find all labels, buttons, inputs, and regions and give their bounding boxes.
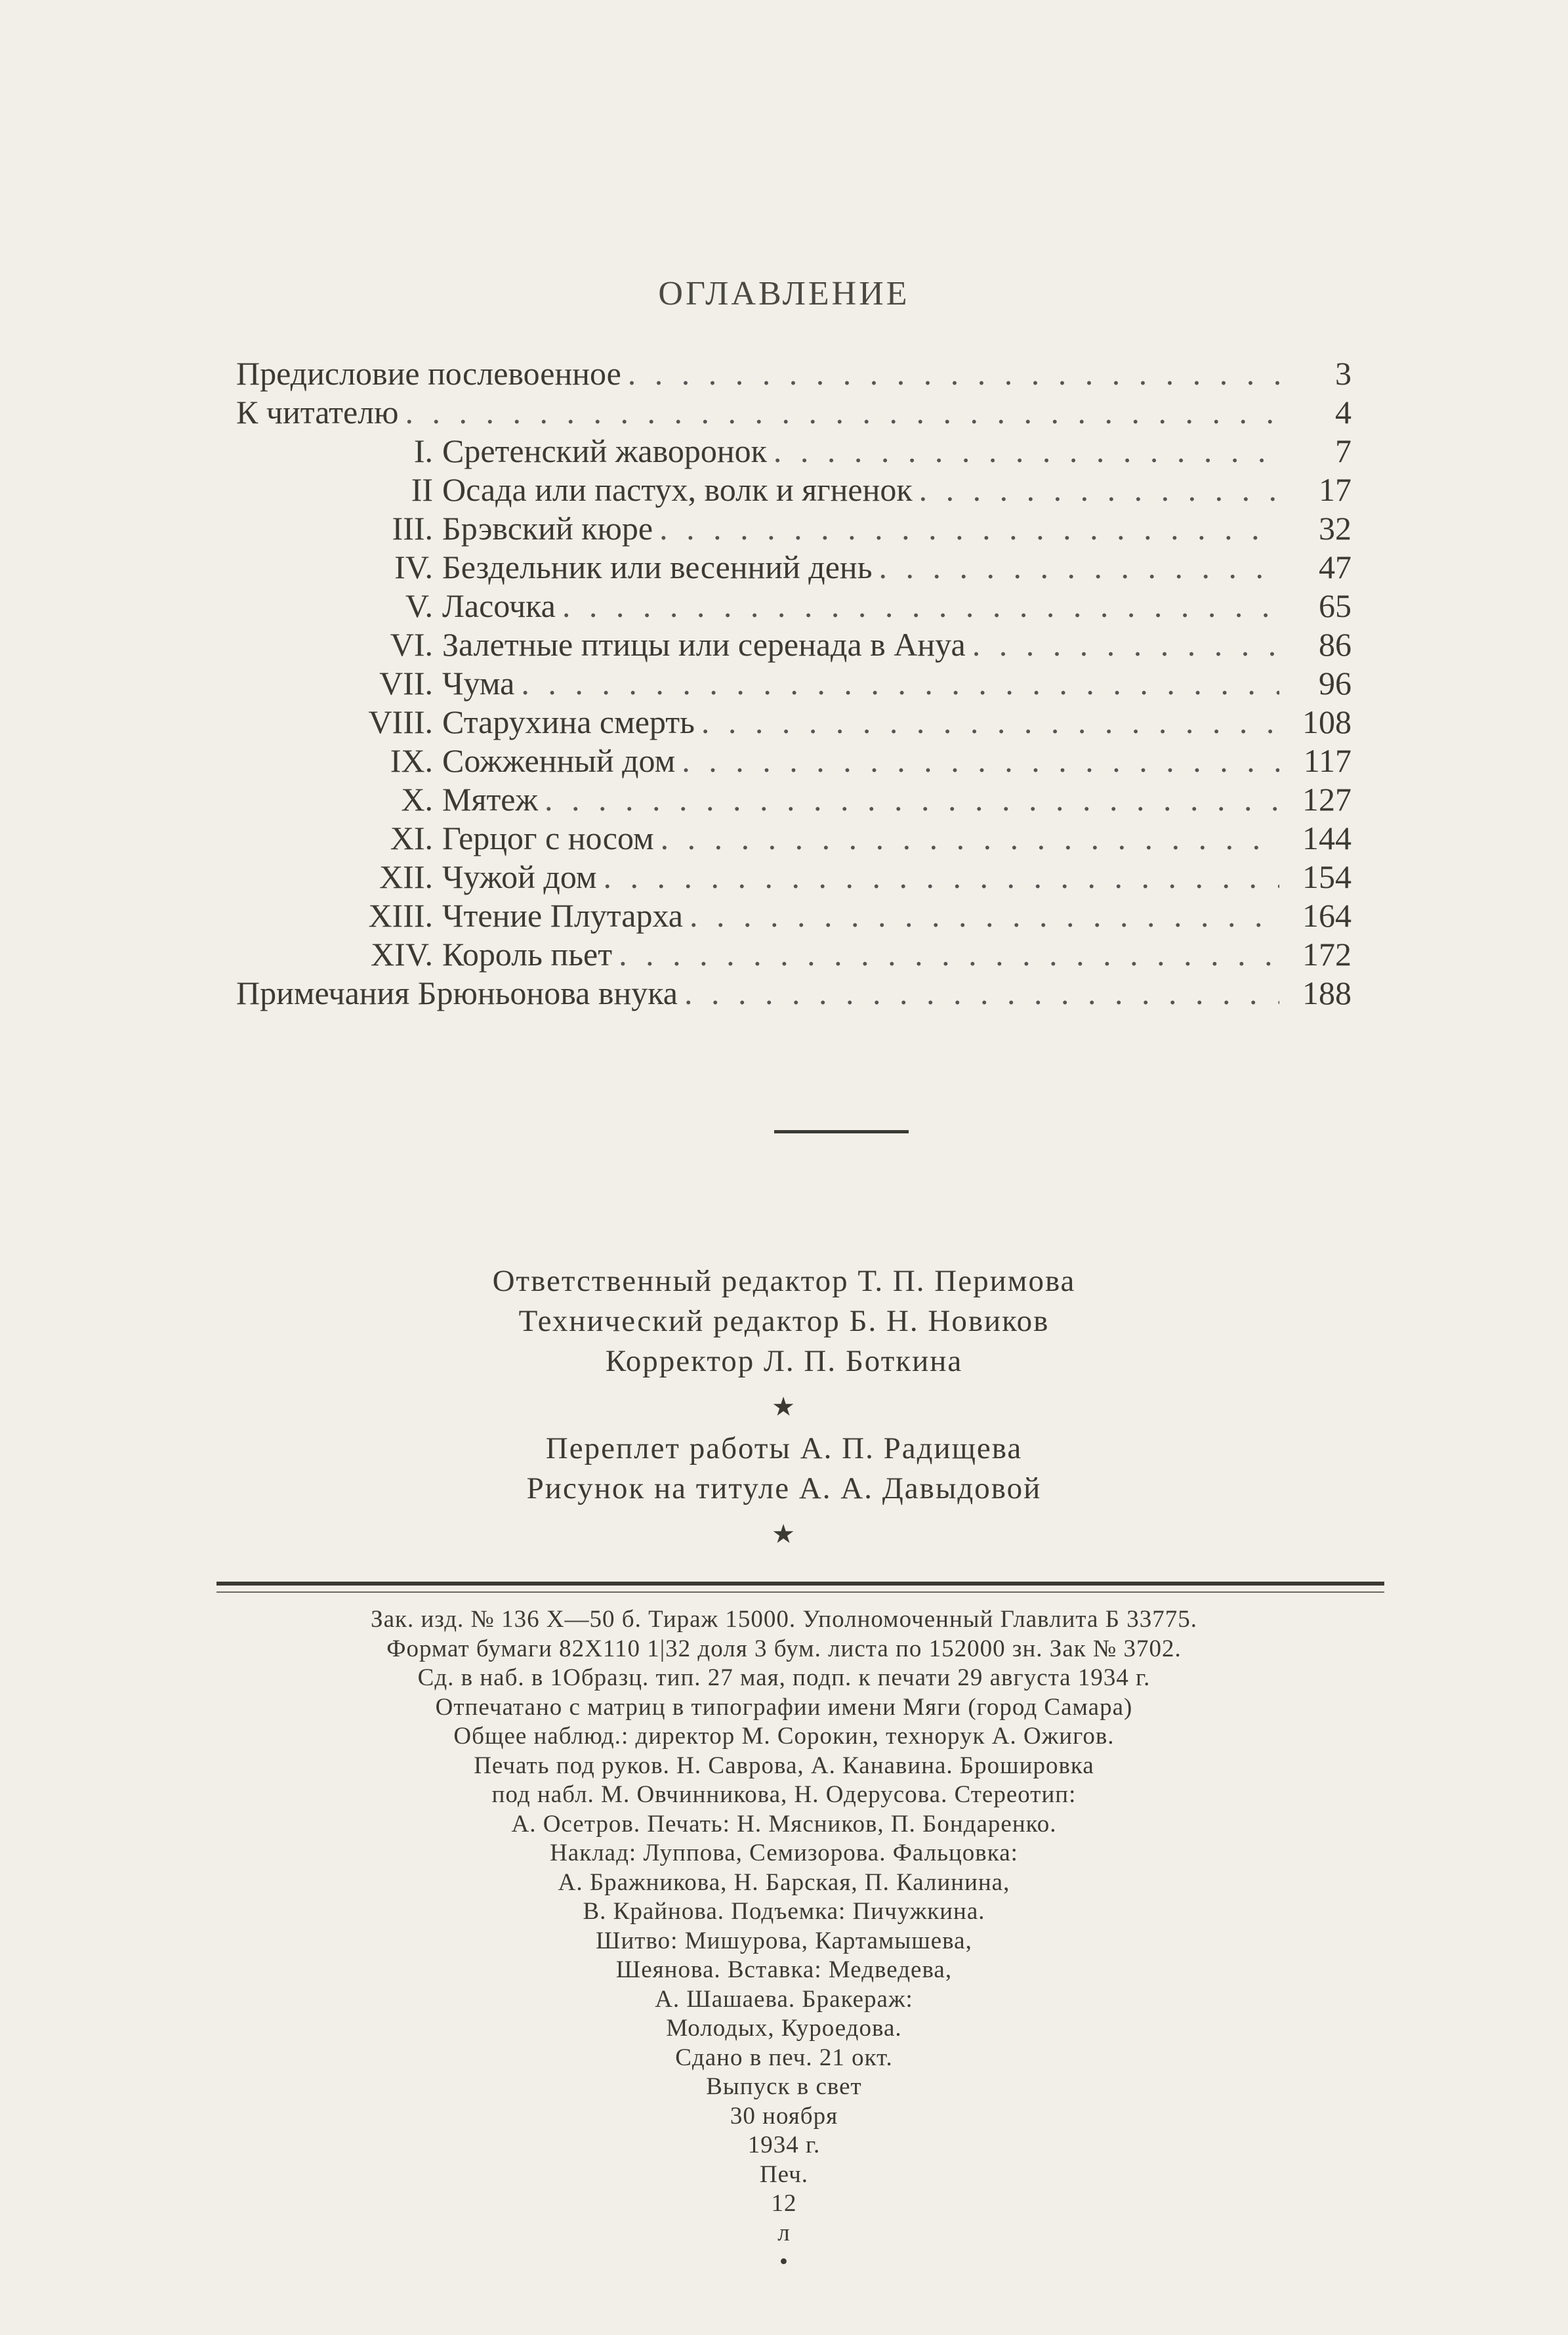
chapter-title: Чума: [442, 665, 515, 702]
dot-leader: [690, 896, 1279, 935]
page-number: 4: [1335, 394, 1351, 431]
colophon-line: л: [777, 2219, 791, 2246]
colophon-line: Формат бумаги 82Х110 1|32 доля 3 бум. листа по 152000 зн. Зак № 3702.: [386, 1635, 1182, 1662]
chapter-number: VI.: [390, 626, 433, 663]
colophon-line: Сдано в печ. 21 окт.: [675, 2044, 893, 2071]
page-number: 144: [1302, 820, 1351, 856]
colophon: [0, 1605, 1568, 2277]
toc-entry: [236, 625, 1351, 664]
toc-entry: [236, 896, 1351, 935]
page-title: ОГЛАВЛЕНИЕ: [658, 275, 910, 312]
page-number: 96: [1319, 665, 1351, 702]
chapter-title: Герцог с носом: [442, 820, 654, 856]
chapter-number: XIII.: [368, 897, 433, 934]
page-number: 164: [1302, 897, 1351, 934]
credits: [0, 1263, 1568, 1558]
colophon-line: Шеянова. Вставка: Медведева,: [615, 1956, 953, 1983]
page-number: 188: [1302, 975, 1351, 1011]
page-number: 3: [1335, 355, 1351, 392]
chapter-number: X.: [401, 781, 433, 818]
dot-leader: [972, 625, 1279, 663]
toc-entry: [236, 974, 1351, 1013]
design-line: Переплет работы А. П. Радищева: [545, 1431, 1023, 1465]
dot-leader: [684, 974, 1279, 1012]
page-number: 127: [1302, 781, 1351, 818]
chapter-title: Чужой дом: [442, 858, 597, 895]
chapter-title: Король пьет: [442, 936, 613, 973]
toc-entry: [236, 780, 1351, 819]
dot-leader: [661, 819, 1279, 857]
dot-leader: [659, 509, 1279, 547]
page-number: 154: [1302, 858, 1351, 895]
chapter-title: Предисловие послевоенное: [236, 355, 621, 392]
colophon-line: Отпечатано с матриц в типографии имени Мяги (город Самара): [435, 1693, 1133, 1721]
toc-entry: [236, 509, 1351, 548]
chapter-title: Чтение Плутарха: [442, 897, 683, 934]
colophon-line: Наклад: Луппова, Семизорова. Фальцовка:: [550, 1840, 1018, 1866]
chapter-number: I.: [413, 432, 433, 469]
chapter-number: VII.: [379, 665, 433, 702]
colophon-line: Молодых, Куроедова.: [666, 2015, 902, 2042]
chapter-title: Мятеж: [442, 781, 539, 818]
divider: [217, 1591, 1384, 1593]
page-number: 32: [1319, 510, 1351, 547]
toc-entry: [236, 858, 1351, 896]
chapter-number: XI.: [390, 820, 433, 856]
page-number: 47: [1319, 549, 1351, 585]
chapter-title: Залетные птицы или серенада в Ануа: [442, 626, 966, 663]
chapter-number: VIII.: [368, 704, 433, 740]
star-icon: ★: [772, 1392, 796, 1421]
dot-leader: [405, 393, 1279, 431]
credit-line: Корректор Л. П. Боткина: [605, 1344, 963, 1378]
toc-entry: [236, 935, 1351, 974]
chapter-number: IX.: [390, 742, 433, 779]
dot-leader: [619, 935, 1279, 973]
colophon-line: 12: [771, 2190, 797, 2217]
colophon-line: 1934 г.: [747, 2132, 821, 2158]
chapter-title: Сретенский жаворонок: [442, 432, 767, 469]
toc-entry: [236, 354, 1351, 393]
dot-leader: [879, 548, 1280, 586]
colophon-line: А. Осетров. Печать: Н. Мясников, П. Бондаренко.: [511, 1810, 1057, 1838]
dot-leader: [562, 587, 1279, 625]
dot-leader: [604, 858, 1279, 896]
chapter-title: Старухина смерть: [442, 704, 695, 740]
page-number: 65: [1319, 587, 1351, 624]
design-line: Рисунок на титуле А. А. Давыдовой: [526, 1471, 1042, 1505]
toc-entry: [236, 587, 1351, 625]
colophon-line: 30 ноября: [730, 2102, 838, 2130]
toc-entry: [236, 432, 1351, 471]
page-number: 108: [1302, 704, 1351, 740]
chapter-title: Сожженный дом: [442, 742, 676, 779]
divider: [217, 1582, 1384, 1586]
colophon-line: Выпуск в свет: [706, 2073, 862, 2100]
toc-entry: [236, 471, 1351, 509]
toc-entry: [236, 703, 1351, 742]
colophon-line: А. Шашаева. Бракераж:: [655, 1985, 913, 2013]
dot-leader: [701, 703, 1279, 741]
dot-leader: [545, 780, 1279, 818]
toc-entry: [236, 548, 1351, 587]
toc-entry: [236, 664, 1351, 703]
chapter-title: Примечания Брюньонова внука: [236, 975, 678, 1011]
divider: [774, 1130, 909, 1133]
chapter-title: Бездельник или весенний день: [442, 549, 873, 585]
page-number: 17: [1319, 471, 1351, 508]
chapter-number: III.: [392, 510, 433, 547]
credit-line: Технический редактор Б. Н. Новиков: [518, 1304, 1050, 1338]
chapter-number: II: [411, 471, 433, 508]
colophon-line: Шитво: Мишурова, Картамышева,: [596, 1927, 972, 1954]
page-number: 117: [1303, 742, 1351, 779]
page-number: 172: [1302, 936, 1351, 973]
colophon-line: Сд. в наб. в 1Образц. тип. 27 мая, подп. к печати 29 августа 1934 г.: [417, 1664, 1151, 1691]
chapter-number: IV.: [394, 549, 433, 585]
chapter-title: Брэвский кюре: [442, 510, 653, 547]
colophon-line: Печать под руков. Н. Саврова, А. Канавина. Брошировка: [474, 1752, 1094, 1779]
colophon-line: А. Бражникова, Н. Барская, П. Калинина,: [558, 1868, 1010, 1896]
page-number: 86: [1319, 626, 1351, 663]
toc-entry: [236, 819, 1351, 858]
colophon-line: В. Крайнова. Подъемка: Пичужкина.: [583, 1898, 985, 1925]
colophon-line: Зак. изд. № 136 Х—50 б. Тираж 15000. Уполномоченный Главлита Б 33775.: [371, 1606, 1197, 1633]
page-number: 7: [1335, 432, 1351, 469]
colophon-line: под набл. М. Овчинникова, Н. Одерусова. Стереотип:: [491, 1781, 1077, 1808]
dot-leader: [774, 432, 1279, 470]
star-icon: ★: [772, 1519, 796, 1549]
chapter-number: XII.: [379, 858, 433, 895]
colophon-line: Печ.: [759, 2160, 809, 2188]
chapter-title: К читателю: [236, 394, 399, 431]
chapter-number: XIV.: [371, 936, 433, 973]
table-of-contents: [236, 354, 1351, 1013]
colophon-line: •: [779, 2248, 789, 2275]
chapter-number: V.: [405, 587, 433, 624]
dot-leader: [919, 471, 1279, 509]
toc-entry: [236, 393, 1351, 432]
chapter-title: Осада или пастух, волк и ягненок: [442, 471, 913, 508]
dot-leader: [682, 742, 1279, 780]
chapter-title: Ласочка: [442, 587, 556, 624]
toc-entry: [236, 742, 1351, 780]
colophon-line: Общее наблюд.: директор М. Сорокин, технорук А. Ожигов.: [453, 1723, 1115, 1750]
dot-leader: [628, 354, 1279, 392]
credit-line: Ответственный редактор Т. П. Перимова: [492, 1264, 1076, 1298]
dot-leader: [521, 664, 1279, 702]
